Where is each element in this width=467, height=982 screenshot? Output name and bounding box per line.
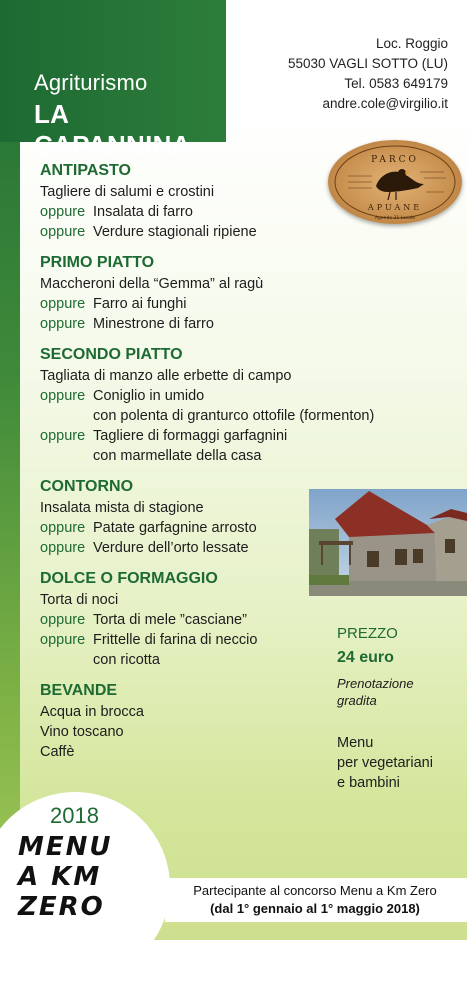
section-primo — [40, 252, 420, 334]
section-title: BEVANDE — [40, 682, 118, 699]
oppure-label: oppure — [40, 520, 86, 536]
logo-text-menu: MENU — [18, 832, 113, 862]
farmhouse-photo — [309, 489, 467, 596]
section-secondo — [40, 344, 420, 466]
oppure-label: oppure — [40, 296, 86, 312]
menu-item-alt — [40, 426, 420, 446]
section-title: DOLCE O FORMAGGIO — [40, 570, 218, 587]
menu-item-continuation: con polenta di granturco ottofile (formenton) — [93, 408, 375, 424]
menu-item: Tagliata di manzo alle erbette di campo — [40, 368, 292, 384]
price-label: PREZZO — [337, 625, 398, 642]
reservation-note — [337, 675, 465, 709]
menu-item-alt — [40, 222, 420, 242]
section-title: SECONDO PIATTO — [40, 346, 183, 363]
menu-item: Verdure dell’orto lessate — [93, 540, 249, 556]
menu-item: Vino toscano — [40, 724, 124, 740]
vegetarian-note-line1: Menu — [337, 735, 374, 751]
menu-item: Minestrone di farro — [93, 316, 214, 332]
vegetarian-note-line3: e bambini — [337, 775, 400, 791]
restaurant-name: LA CAPANNINA — [34, 99, 191, 160]
oppure-label: oppure — [40, 428, 86, 444]
menu-item: Torta di mele ”casciane” — [93, 612, 247, 628]
header-subtitle: Agriturismo — [34, 70, 148, 95]
logo-text-zero: ZERO — [18, 892, 105, 922]
menu-item: Torta di noci — [40, 592, 119, 608]
stamp-bottom-text: APUANE — [367, 203, 423, 212]
menu-item: Verdure stagionali ripiene — [93, 224, 257, 240]
oppure-label: oppure — [40, 224, 86, 240]
vegetarian-note-line2: per vegetariani — [337, 755, 433, 771]
oppure-label: oppure — [40, 540, 86, 556]
contest-note-line1: Partecipante al concorso Menu a Km Zero — [193, 883, 437, 898]
stamp-caption: Agenda 21 Locale — [374, 216, 416, 221]
oppure-label: oppure — [40, 388, 86, 404]
menu-item: Farro ai funghi — [93, 296, 187, 312]
address-locality: Loc. Roggio — [375, 36, 448, 51]
section-title: ANTIPASTO — [40, 162, 131, 179]
address-phone: Tel. 0583 649179 — [344, 76, 448, 91]
price-block — [337, 625, 465, 793]
menu-item: Insalata di farro — [93, 204, 193, 220]
logo-year: 2018 — [50, 803, 99, 828]
menu-item-alt — [40, 386, 420, 406]
menu-item-alt — [40, 314, 420, 334]
menu-item-alt — [40, 294, 420, 314]
stamp-top-text: PARCO — [371, 155, 419, 165]
section-title: PRIMO PIATTO — [40, 254, 155, 271]
section-title: CONTORNO — [40, 478, 134, 495]
contest-note-line2: (dal 1° gennaio al 1° maggio 2018) — [210, 901, 420, 916]
menu-item-continuation: con marmellate della casa — [93, 448, 262, 464]
reservation-note-line1: Prenotazione — [337, 676, 414, 691]
menu-item: Frittelle di farina di neccio — [93, 632, 258, 648]
header-banner — [0, 0, 226, 160]
menu-item: Caffè — [40, 744, 75, 760]
menu-item-alt — [40, 202, 423, 222]
menu-item: Patate garfagnine arrosto — [93, 520, 257, 536]
price-value: 24 euro — [337, 649, 394, 666]
address-email[interactable]: andre.cole@virgilio.it — [322, 96, 448, 111]
reservation-note-line2: gradita — [337, 693, 377, 708]
menu-item: Tagliere di salumi e crostini — [40, 184, 215, 200]
menu-item: Acqua in brocca — [40, 704, 144, 720]
farmhouse-image — [309, 489, 467, 596]
section-antipasto — [40, 160, 423, 242]
contest-note — [165, 882, 465, 918]
oppure-label: oppure — [40, 632, 86, 648]
menu-item: Coniglio in umido — [93, 388, 205, 404]
oppure-label: oppure — [40, 204, 86, 220]
logo-text-a-km: A KM — [18, 862, 102, 892]
menu-item: Insalata mista di stagione — [40, 500, 204, 516]
oppure-label: oppure — [40, 316, 86, 332]
oppure-label: oppure — [40, 612, 86, 628]
address-block — [288, 34, 448, 114]
menu-item: Maccheroni della “Gemma” al ragù — [40, 276, 264, 292]
menu-item-continuation: con ricotta — [93, 652, 160, 668]
vegetarian-note — [337, 733, 465, 793]
menu-item: Tagliere di formaggi garfagnini — [93, 428, 288, 444]
address-city: 55030 VAGLI SOTTO (LU) — [287, 56, 448, 71]
